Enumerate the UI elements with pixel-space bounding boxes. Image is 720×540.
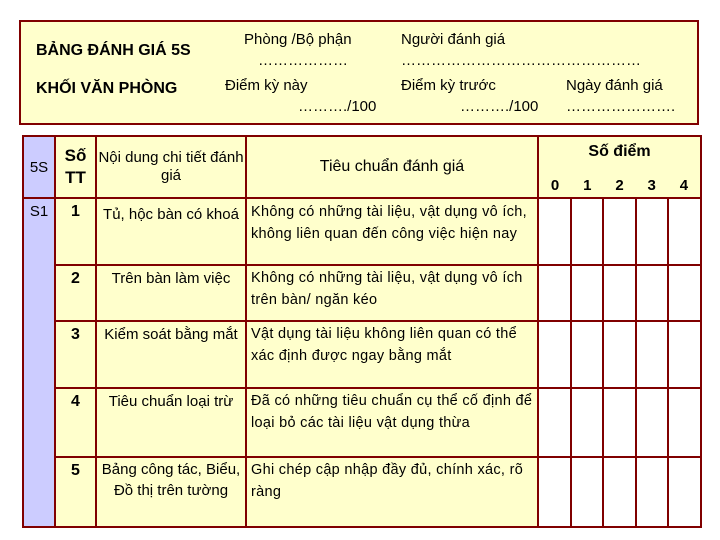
col-header-5s: 5S (23, 136, 55, 198)
row-number: 1 (55, 198, 96, 265)
row-number: 3 (55, 321, 96, 388)
header-row (23, 136, 701, 198)
evaluation-table (22, 135, 702, 528)
assessor-label: Người đánh giá (401, 31, 506, 48)
score-cell[interactable] (603, 265, 636, 321)
score-header-label: Số điểm (588, 143, 651, 160)
form-subtitle: KHỐI VĂN PHÒNG (36, 80, 178, 97)
row-criteria: Ghi chép cập nhập đầy đủ, chính xác, rõ ràng (246, 457, 538, 527)
row-criteria: Đã có những tiêu chuẩn cụ thể cố định để loại bỏ các tài liệu vật dụng thừa (246, 388, 538, 457)
score-cell[interactable] (538, 321, 571, 388)
score-cell[interactable] (603, 457, 636, 527)
date-label: Ngày đánh giá (566, 77, 663, 94)
score-cell[interactable] (603, 321, 636, 388)
row-content: Tiêu chuẩn loại trừ (96, 388, 246, 457)
table-row (23, 457, 701, 527)
row-number: 2 (55, 265, 96, 321)
score-cell[interactable] (636, 388, 668, 457)
table-row (23, 388, 701, 457)
table-row (23, 321, 701, 388)
score-cell[interactable] (668, 457, 701, 527)
row-criteria: Vật dụng tài liệu không liên quan có thể xác định được ngay bằng mắt (246, 321, 538, 388)
col-header-score (538, 136, 701, 198)
score-levels (539, 177, 700, 194)
row-number: 5 (55, 457, 96, 527)
score-cell[interactable] (668, 388, 701, 457)
row-content: Kiểm soát bằng mắt (96, 321, 246, 388)
score-cell[interactable] (636, 321, 668, 388)
row-content: Tủ, hộc bàn có khoá (96, 198, 246, 265)
form-title: BẢNG ĐÁNH GIÁ 5S (36, 42, 191, 59)
score-level: 3 (647, 177, 656, 194)
score-cell[interactable] (636, 198, 668, 265)
score-cell[interactable] (571, 388, 603, 457)
score-this-field[interactable]: ………./100 (298, 98, 377, 115)
score-level: 1 (583, 177, 592, 194)
row-number: 4 (55, 388, 96, 457)
row-criteria: Không có những tài liệu, vật dụng vô ích trên bàn/ ngăn kéo (246, 265, 538, 321)
row-content: Trên bàn làm việc (96, 265, 246, 321)
score-cell[interactable] (538, 265, 571, 321)
score-cell[interactable] (571, 457, 603, 527)
assessor-field[interactable]: ………………………………………… (401, 52, 641, 69)
score-prev-field[interactable]: ………./100 (460, 98, 539, 115)
col-header-no: Số TT (55, 136, 96, 198)
score-level: 2 (615, 177, 624, 194)
score-cell[interactable] (603, 198, 636, 265)
score-cell[interactable] (571, 321, 603, 388)
col-header-criteria: Tiêu chuẩn đánh giá (246, 136, 538, 198)
score-cell[interactable] (668, 265, 701, 321)
score-cell[interactable] (636, 457, 668, 527)
score-cell[interactable] (636, 265, 668, 321)
dept-field[interactable]: ……………… (258, 52, 348, 69)
row-criteria: Không có những tài liệu, vật dụng vô ích, không liên quan đến công việc hiện nay (246, 198, 538, 265)
score-cell[interactable] (538, 457, 571, 527)
table-row (23, 198, 701, 265)
section-cell: S1 (23, 198, 55, 527)
row-content: Bảng công tác, Biểu, Đồ thị trên tường (96, 457, 246, 527)
score-level: 4 (679, 177, 689, 194)
col-header-content: Nội dung chi tiết đánh giá (96, 136, 246, 198)
score-cell[interactable] (603, 388, 636, 457)
score-cell[interactable] (668, 321, 701, 388)
table-row (23, 265, 701, 321)
score-cell[interactable] (571, 265, 603, 321)
date-field[interactable]: …………………. (566, 98, 676, 115)
score-cell[interactable] (668, 198, 701, 265)
score-cell[interactable] (538, 198, 571, 265)
score-level: 0 (550, 177, 560, 194)
score-prev-label: Điểm kỳ trước (401, 77, 496, 94)
score-cell[interactable] (571, 198, 603, 265)
dept-label: Phòng /Bộ phận (244, 31, 352, 48)
score-cell[interactable] (538, 388, 571, 457)
score-this-label: Điểm kỳ này (225, 77, 308, 94)
